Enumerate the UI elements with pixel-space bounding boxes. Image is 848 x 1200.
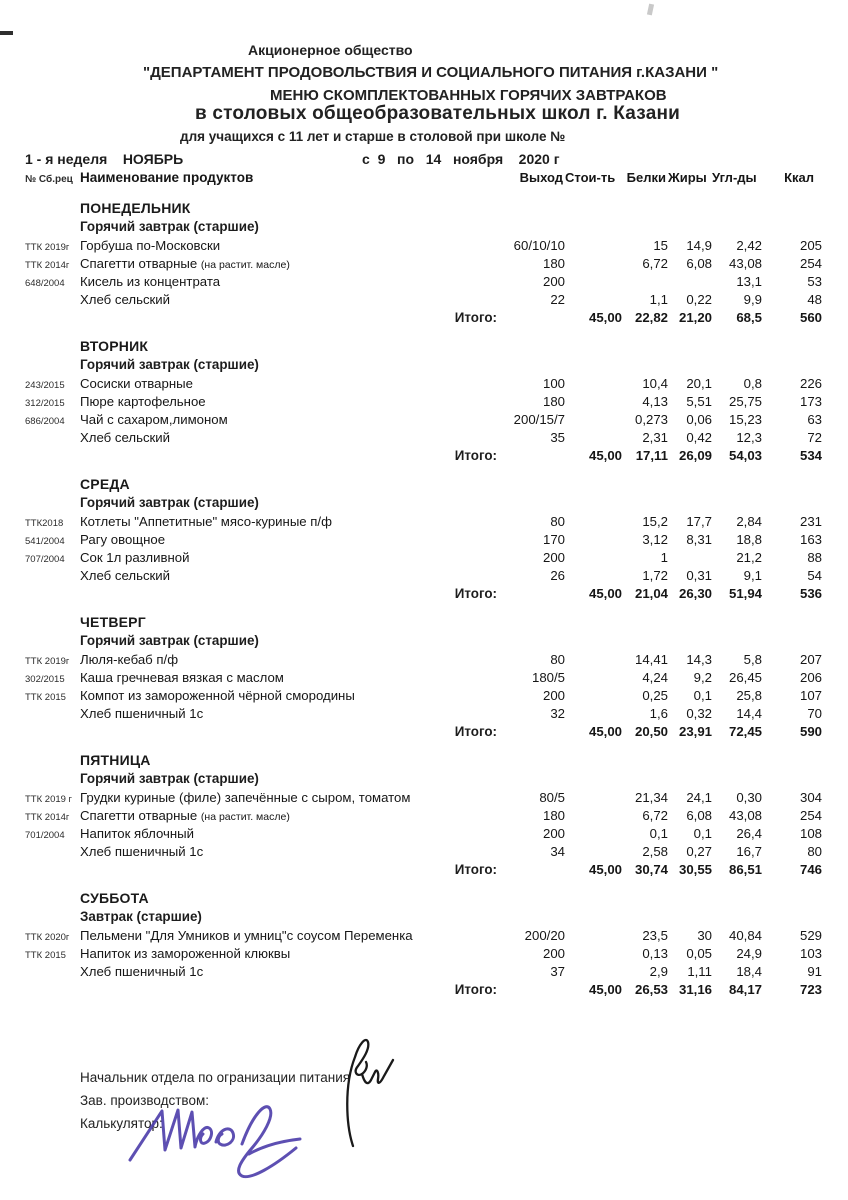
item-carb: 2,84 (736, 514, 762, 529)
item-kcal: 254 (799, 808, 822, 823)
menu-item-row (22, 532, 822, 550)
item-out: 80/5 (539, 790, 565, 805)
item-kcal: 207 (799, 652, 822, 667)
day-subtitle-row (22, 495, 822, 514)
day-title-row (22, 476, 822, 495)
day-title: ПОНЕДЕЛЬНИК (80, 200, 191, 216)
day-total-row (22, 724, 822, 742)
item-carb: 0,30 (736, 790, 762, 805)
item-carb: 14,4 (736, 706, 762, 721)
item-protein: 0,273 (634, 412, 668, 427)
total-kcal: 590 (799, 724, 822, 739)
item-name: Горбуша по-Московски (80, 238, 221, 253)
item-name: Хлеб пшеничный 1с (80, 844, 204, 859)
item-out: 32 (550, 706, 565, 721)
item-fat: 30 (697, 928, 712, 943)
item-carb: 24,9 (736, 946, 762, 961)
total-fat: 31,16 (678, 982, 712, 997)
total-kcal: 534 (799, 448, 822, 463)
item-fat: 1,11 (687, 964, 712, 979)
item-name: Хлеб сельский (80, 568, 171, 583)
day-subtitle-row (22, 771, 822, 790)
signatory-calculator: Калькулятор: (80, 1116, 163, 1131)
item-out: 200 (542, 274, 565, 289)
item-fat: 0,05 (686, 946, 712, 961)
item-name: Спагетти отварные (на растит. масле) (80, 808, 290, 823)
item-out: 200/15/7 (513, 412, 565, 427)
item-out: 200 (542, 826, 565, 841)
item-protein: 4,13 (642, 394, 668, 409)
day-title: СРЕДА (80, 476, 130, 492)
item-recipe-code: ТТК 2015 (25, 950, 66, 961)
total-protein: 22,82 (634, 310, 668, 325)
menu-item-row (22, 844, 822, 862)
item-fat: 0,06 (686, 412, 712, 427)
item-kcal: 70 (807, 706, 822, 721)
item-name: Спагетти отварные (на растит. масле) (80, 256, 290, 271)
menu-item-row (22, 412, 822, 430)
menu-item-row (22, 964, 822, 982)
menu-item-row (22, 652, 822, 670)
item-kcal: 72 (807, 430, 822, 445)
menu-item-row (22, 928, 822, 946)
item-out: 200 (542, 946, 565, 961)
menu-item-row (22, 430, 822, 448)
item-fat: 14,3 (686, 652, 712, 667)
item-fat: 6,08 (686, 808, 712, 823)
day-title: ВТОРНИК (80, 338, 149, 354)
item-out: 60/10/10 (513, 238, 565, 253)
item-out: 80 (550, 652, 565, 667)
total-label: Итого: (454, 310, 497, 325)
item-name: Рагу овощное (80, 532, 166, 547)
item-carb: 18,8 (736, 532, 762, 547)
item-recipe-code: ТТК 2019г (25, 242, 70, 253)
menu-item-row (22, 514, 822, 532)
item-name: Хлеб сельский (80, 430, 171, 445)
day-total-row (22, 982, 822, 1000)
item-recipe-code: ТТК 2014г (25, 260, 70, 271)
total-cost: 45,00 (588, 724, 622, 739)
item-name-note: (на растит. масле) (200, 259, 290, 271)
item-protein: 1,6 (649, 706, 668, 721)
item-out: 34 (550, 844, 565, 859)
item-carb: 12,3 (736, 430, 762, 445)
total-label: Итого: (454, 724, 497, 739)
item-name: Сосиски отварные (80, 376, 193, 391)
item-kcal: 205 (799, 238, 822, 253)
item-out: 200 (542, 550, 565, 565)
total-carb: 68,5 (736, 310, 762, 325)
item-name-note: (на растит. масле) (200, 811, 290, 823)
day-title-row (22, 338, 822, 357)
menu-day-section (22, 338, 822, 466)
menu-table (22, 170, 822, 1000)
item-fat: 6,08 (686, 256, 712, 271)
menu-item-row (22, 274, 822, 292)
total-fat: 23,91 (678, 724, 712, 739)
menu-item-row (22, 256, 822, 274)
total-protein: 21,04 (634, 586, 668, 601)
item-recipe-code: 686/2004 (25, 416, 65, 427)
total-carb: 84,17 (728, 982, 762, 997)
item-fat: 0,1 (693, 688, 712, 703)
day-total-row (22, 586, 822, 604)
item-kcal: 91 (807, 964, 822, 979)
day-subtitle: Горячий завтрак (старшие) (80, 495, 259, 510)
total-kcal: 746 (799, 862, 822, 877)
item-protein: 15 (653, 238, 668, 253)
item-carb: 5,8 (743, 652, 762, 667)
total-cost: 45,00 (588, 862, 622, 877)
handwritten-signature-black (338, 1033, 402, 1151)
signatory-head-of-catering: Начальник отдела по огранизации питания (80, 1070, 351, 1085)
item-recipe-code: 541/2004 (25, 536, 65, 547)
item-kcal: 80 (807, 844, 822, 859)
menu-item-row (22, 706, 822, 724)
item-carb: 2,42 (736, 238, 762, 253)
total-label: Итого: (454, 448, 497, 463)
item-name: Грудки куриные (филе) запечённые с сыром, томатом (80, 790, 411, 805)
item-protein: 1 (660, 550, 668, 565)
item-carb: 43,08 (728, 808, 762, 823)
total-protein: 20,50 (634, 724, 668, 739)
menu-item-row (22, 568, 822, 586)
item-name: Кисель из концентрата (80, 274, 221, 289)
item-protein: 21,34 (634, 790, 668, 805)
item-kcal: 108 (799, 826, 822, 841)
table-header-row (22, 170, 822, 190)
item-name: Котлеты "Аппетитные" мясо-куриные п/ф (80, 514, 332, 529)
item-name: Пельмени "Для Умников и умниц"с соусом Переменка (80, 928, 413, 943)
day-total-row (22, 862, 822, 880)
day-subtitle: Горячий завтрак (старшие) (80, 219, 259, 234)
total-cost: 45,00 (588, 310, 622, 325)
col-header-cost: Стои-ть (565, 170, 616, 185)
item-protein: 1,72 (642, 568, 668, 583)
menu-item-row (22, 808, 822, 826)
item-carb: 9,1 (743, 568, 762, 583)
item-out: 180 (542, 394, 565, 409)
item-name: Компот из замороженной чёрной смородины (80, 688, 355, 703)
item-recipe-code: ТТК 2020г (25, 932, 70, 943)
item-protein: 0,25 (642, 688, 668, 703)
col-header-product-name: Наименование продуктов (80, 170, 254, 185)
total-kcal: 536 (799, 586, 822, 601)
total-label: Итого: (454, 862, 497, 877)
item-recipe-code: ТТК2018 (25, 518, 64, 529)
total-fat: 30,55 (678, 862, 712, 877)
item-carb: 13,1 (736, 274, 762, 289)
menu-days (22, 200, 822, 1000)
menu-item-row (22, 688, 822, 706)
item-carb: 15,23 (728, 412, 762, 427)
item-kcal: 54 (807, 568, 822, 583)
handwritten-signature-blue (122, 1098, 312, 1186)
item-protein: 2,58 (642, 844, 668, 859)
total-cost: 45,00 (588, 982, 622, 997)
item-carb: 21,2 (736, 550, 762, 565)
item-carb: 0,8 (743, 376, 762, 391)
item-kcal: 163 (799, 532, 822, 547)
day-title-row (22, 890, 822, 909)
total-protein: 26,53 (634, 982, 668, 997)
total-fat: 26,09 (678, 448, 712, 463)
col-header-recipe-code: № Сб.рец (25, 174, 73, 185)
menu-item-row (22, 670, 822, 688)
item-carb: 18,4 (736, 964, 762, 979)
item-carb: 9,9 (743, 292, 762, 307)
item-carb: 40,84 (728, 928, 762, 943)
item-fat: 17,7 (686, 514, 712, 529)
item-name: Пюре картофельное (80, 394, 206, 409)
menu-item-row (22, 292, 822, 310)
item-recipe-code: 648/2004 (25, 278, 65, 289)
item-fat: 0,1 (693, 826, 712, 841)
item-protein: 4,24 (642, 670, 668, 685)
item-fat: 0,42 (686, 430, 712, 445)
item-protein: 15,2 (642, 514, 668, 529)
item-kcal: 226 (799, 376, 822, 391)
day-subtitle-row (22, 219, 822, 238)
item-recipe-code: ТТК 2019г (25, 656, 70, 667)
item-recipe-code: ТТК 2015 (25, 692, 66, 703)
item-fat: 0,31 (686, 568, 712, 583)
item-kcal: 206 (799, 670, 822, 685)
item-out: 22 (550, 292, 565, 307)
item-kcal: 529 (799, 928, 822, 943)
week-label: 1 - я неделя НОЯБРЬ (25, 151, 184, 167)
item-out: 200/20 (524, 928, 565, 943)
signatory-production-manager: Зав. производством: (80, 1093, 209, 1108)
menu-title-line: МЕНЮ СКОМПЛЕКТОВАННЫХ ГОРЯЧИХ ЗАВТРАКОВ (270, 87, 667, 104)
item-fat: 0,22 (686, 292, 712, 307)
col-header-fat: Жиры (668, 170, 707, 185)
item-kcal: 231 (799, 514, 822, 529)
item-fat: 0,32 (686, 706, 712, 721)
total-carb: 54,03 (728, 448, 762, 463)
col-header-carb: Угл-ды (712, 170, 757, 185)
menu-item-row (22, 238, 822, 256)
item-fat: 14,9 (686, 238, 712, 253)
col-header-protein: Белки (626, 170, 666, 185)
item-kcal: 48 (807, 292, 822, 307)
item-recipe-code: ТТК 2019 г (25, 794, 73, 805)
day-total-row (22, 448, 822, 466)
item-kcal: 304 (799, 790, 822, 805)
item-carb: 26,4 (736, 826, 762, 841)
org-type-line: Акционерное общество (248, 42, 413, 58)
item-fat: 9,2 (693, 670, 712, 685)
day-subtitle: Завтрак (старшие) (80, 909, 202, 924)
item-out: 180 (542, 256, 565, 271)
menu-day-section (22, 476, 822, 604)
day-title: СУББОТА (80, 890, 149, 906)
item-protein: 0,1 (649, 826, 668, 841)
item-kcal: 173 (799, 394, 822, 409)
item-out: 180 (542, 808, 565, 823)
menu-subtitle-line: в столовых общеобразовательных школ г. Казани (195, 103, 681, 124)
menu-item-row (22, 550, 822, 568)
item-out: 37 (550, 964, 565, 979)
day-title: ЧЕТВЕРГ (80, 614, 146, 630)
menu-item-row (22, 376, 822, 394)
total-cost: 45,00 (588, 448, 622, 463)
item-fat: 24,1 (686, 790, 712, 805)
menu-day-section (22, 890, 822, 1000)
item-carb: 43,08 (728, 256, 762, 271)
item-protein: 2,31 (642, 430, 668, 445)
day-total-row (22, 310, 822, 328)
item-out: 35 (550, 430, 565, 445)
item-name: Каша гречневая вязкая с маслом (80, 670, 284, 685)
menu-item-row (22, 946, 822, 964)
total-carb: 72,45 (728, 724, 762, 739)
item-name: Сок 1л разливной (80, 550, 190, 565)
day-title-row (22, 752, 822, 771)
item-protein: 3,12 (642, 532, 668, 547)
day-subtitle: Горячий завтрак (старшие) (80, 357, 259, 372)
menu-item-row (22, 394, 822, 412)
col-header-kcal: Ккал (784, 170, 814, 185)
item-protein: 10,4 (642, 376, 668, 391)
item-recipe-code: ТТК 2014г (25, 812, 70, 823)
col-header-out: Выход (519, 170, 563, 185)
item-kcal: 107 (799, 688, 822, 703)
item-out: 180/5 (531, 670, 565, 685)
day-subtitle-row (22, 633, 822, 652)
day-title-row (22, 614, 822, 633)
item-carb: 25,8 (736, 688, 762, 703)
total-carb: 86,51 (728, 862, 762, 877)
item-name: Люля-кебаб п/ф (80, 652, 179, 667)
item-protein: 0,13 (642, 946, 668, 961)
menu-day-section (22, 614, 822, 742)
total-protein: 30,74 (634, 862, 668, 877)
item-protein: 14,41 (634, 652, 668, 667)
item-recipe-code: 312/2015 (25, 398, 65, 409)
total-fat: 21,20 (678, 310, 712, 325)
item-fat: 20,1 (686, 376, 712, 391)
menu-day-section (22, 200, 822, 328)
item-kcal: 254 (799, 256, 822, 271)
day-title: ПЯТНИЦА (80, 752, 151, 768)
item-fat: 8,31 (686, 532, 712, 547)
total-kcal: 560 (799, 310, 822, 325)
item-protein: 2,9 (649, 964, 668, 979)
item-out: 200 (542, 688, 565, 703)
total-fat: 26,30 (678, 586, 712, 601)
item-kcal: 103 (799, 946, 822, 961)
item-protein: 6,72 (642, 808, 668, 823)
total-label: Итого: (454, 586, 497, 601)
item-protein: 6,72 (642, 256, 668, 271)
item-carb: 25,75 (728, 394, 762, 409)
day-subtitle-row (22, 909, 822, 928)
menu-day-section (22, 752, 822, 880)
item-carb: 26,45 (728, 670, 762, 685)
item-fat: 5,51 (686, 394, 712, 409)
day-subtitle-row (22, 357, 822, 376)
item-name: Чай с сахаром,лимоном (80, 412, 228, 427)
item-name: Напиток яблочный (80, 826, 195, 841)
item-kcal: 88 (807, 550, 822, 565)
item-out: 100 (542, 376, 565, 391)
menu-item-row (22, 826, 822, 844)
total-protein: 17,11 (635, 448, 668, 463)
menu-item-row (22, 790, 822, 808)
item-name: Хлеб пшеничный 1с (80, 964, 204, 979)
item-recipe-code: 243/2015 (25, 380, 65, 391)
item-out: 170 (542, 532, 565, 547)
item-protein: 23,5 (642, 928, 668, 943)
scan-artifact (647, 4, 654, 16)
scan-artifact (0, 31, 13, 35)
item-recipe-code: 302/2015 (25, 674, 65, 685)
date-range: с 9 по 14 ноября 2020 г (362, 151, 560, 167)
item-name: Напиток из замороженной клюквы (80, 946, 291, 961)
item-protein: 1,1 (649, 292, 668, 307)
item-name: Хлеб сельский (80, 292, 171, 307)
item-out: 80 (550, 514, 565, 529)
day-subtitle: Горячий завтрак (старшие) (80, 771, 259, 786)
item-kcal: 53 (807, 274, 822, 289)
item-carb: 16,7 (736, 844, 762, 859)
item-kcal: 63 (807, 412, 822, 427)
day-subtitle: Горячий завтрак (старшие) (80, 633, 259, 648)
total-kcal: 723 (799, 982, 822, 997)
item-name: Хлеб пшеничный 1с (80, 706, 204, 721)
item-out: 26 (550, 568, 565, 583)
item-recipe-code: 701/2004 (25, 830, 65, 841)
total-carb: 51,94 (728, 586, 762, 601)
item-recipe-code: 707/2004 (25, 554, 65, 565)
org-name-line: "ДЕПАРТАМЕНТ ПРОДОВОЛЬСТВИЯ И СОЦИАЛЬНОГО ПИТАНИЯ г.КАЗАНИ " (143, 64, 719, 81)
item-fat: 0,27 (686, 844, 712, 859)
total-label: Итого: (454, 982, 497, 997)
total-cost: 45,00 (588, 586, 622, 601)
audience-line: для учащихся с 11 лет и старше в столовой при школе № (180, 129, 566, 144)
day-title-row (22, 200, 822, 219)
